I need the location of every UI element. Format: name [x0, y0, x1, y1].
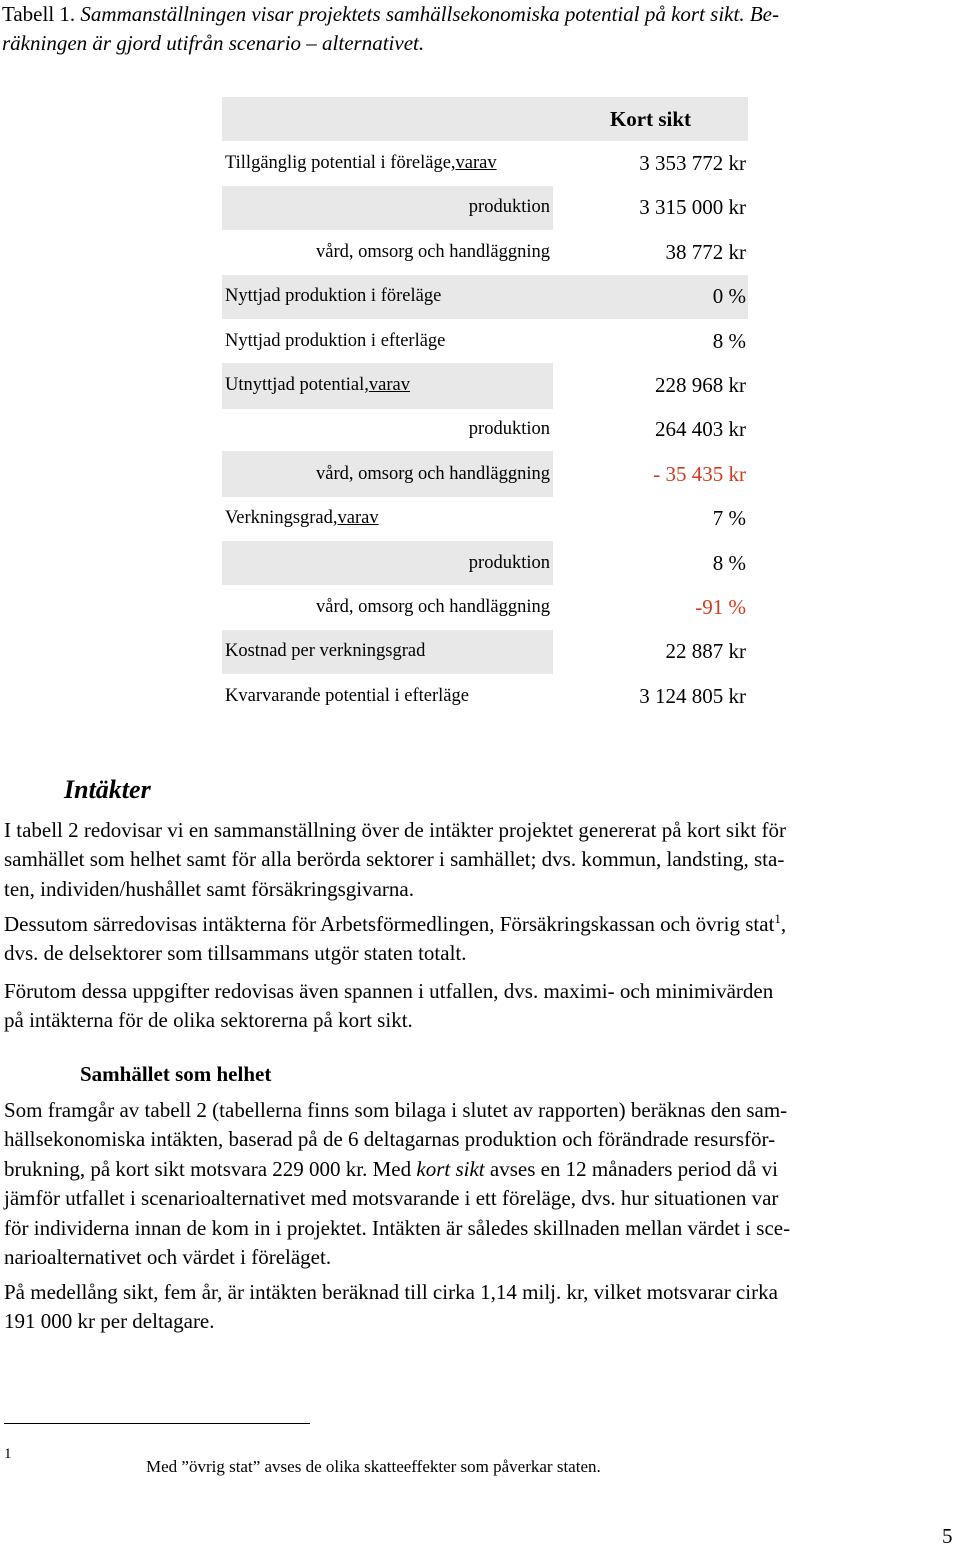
row-label: produktion [222, 541, 553, 585]
header-empty-cell [222, 97, 553, 141]
row-label-underlined: varav [455, 153, 497, 174]
row-value: 38 772 kr [665, 239, 746, 264]
row-label: Nyttjad produktion i föreläge [225, 286, 442, 307]
row-value: 228 968 kr [655, 373, 746, 398]
paragraph: I tabell 2 redovisar vi en sammanställning över de intäkter projektet genererat på kort sikt för samhället som helhet samt för alla berörda sektorer i samhället; dvs. kommun, landsting, sta- ten, individen/hushållet samt försäkringsgivarna. [4, 818, 786, 901]
caption-text-line1: Sammanställningen visar projektets samhällsekonomiska potential på kort sikt. Be- [80, 2, 779, 26]
table-row [222, 541, 748, 585]
row-value: 8 % [712, 550, 746, 575]
row-value-negative: -91 % [695, 594, 746, 619]
row-label: vård, omsorg och handläggning [316, 241, 550, 262]
page-number: 5 [942, 1524, 953, 1548]
table-row [222, 319, 748, 363]
footnote-separator [4, 1423, 310, 1424]
table-caption [2, 0, 952, 58]
row-value: 3 315 000 kr [639, 195, 746, 220]
table-header-row [222, 97, 748, 141]
row-value: 0 % [712, 284, 746, 309]
row-value: 7 % [712, 506, 746, 531]
row-label: Nyttjad produktion i efterläge [225, 330, 446, 351]
row-label: Utnyttjad potential, [225, 375, 369, 396]
table-row [222, 497, 748, 541]
row-label: produktion [222, 408, 553, 452]
row-label-underlined: varav [337, 508, 379, 529]
table-row [222, 230, 748, 274]
row-label: Kvarvarande potential i efterläge [225, 685, 469, 706]
table-row [222, 275, 748, 319]
footnote-number: 1 [4, 1446, 12, 1462]
row-label: vård, omsorg och handläggning [222, 452, 553, 496]
row-value: 3 353 772 kr [639, 151, 746, 176]
caption-text-line2: räkningen är gjord utifrån scenario – alternativet. [2, 31, 425, 55]
paragraph: På medellång sikt, fem år, är intäkten beräknad till cirka 1,14 milj. kr, vilket motsvarar cirka 191 000 kr per deltagare. [4, 1280, 778, 1334]
potential-table [222, 97, 748, 718]
table-row [222, 452, 748, 496]
table-row [222, 630, 748, 674]
row-label-underlined: varav [368, 375, 410, 396]
row-label: Tillgänglig potential i föreläge, [225, 153, 456, 174]
table-row [222, 363, 748, 407]
paragraph: Dessutom särredovisas intäkterna för Arbetsförmedlingen, Försäkringskassan och övrig stat$^1$, dvs. de delsektorer som tillsammans utgör staten totalt. [4, 911, 787, 966]
footnote-text: Med ”övrig stat” avses de olika skatteeffekter som påverkar staten. [146, 1457, 601, 1476]
subsection-heading: Samhället som helhet [80, 1062, 272, 1086]
table-row [222, 585, 748, 629]
table-row [222, 674, 748, 718]
row-label: Kostnad per verkningsgrad [222, 630, 553, 674]
paragraph: Som framgår av tabell 2 (tabellerna finns som bilaga i slutet av rapporten) beräknas den sam- hällsekonomiska intäkten, baserad på de 6 deltagarnas produktion och förändrade resursför- brukning, på kort sikt motsvara 229 000 kr. Med kort sikt avses en 12 månaders period då vi jämför utfallet i scenarioalternativet med motsvarande i ett föreläge, dvs. hur situationen var för individerna innan de kom in i projektet. Intäkten är således skillnaden mellan värdet i sce- narioalternativet och värdet i föreläget. [4, 1098, 791, 1270]
header-kort-sikt: Kort sikt [553, 97, 748, 141]
paragraph: Förutom dessa uppgifter redovisas även spannen i utfallen, dvs. maximi- och minimivärden på intäkterna för de olika sektorerna på kort sikt. [4, 979, 774, 1033]
table-row [222, 141, 748, 185]
row-label: produktion [222, 186, 553, 230]
caption-label: Tabell 1. [2, 2, 76, 26]
row-value: 22 887 kr [665, 639, 746, 664]
footnote-ref: 1 [774, 911, 781, 926]
row-value: 3 124 805 kr [639, 683, 746, 708]
table-row [222, 186, 748, 230]
row-value: 264 403 kr [655, 417, 746, 442]
section-heading: Intäkter [64, 775, 151, 804]
table-row [222, 408, 748, 452]
row-label: Verkningsgrad, [225, 508, 338, 529]
row-label: vård, omsorg och handläggning [316, 596, 550, 617]
row-value-negative: - 35 435 kr [653, 461, 746, 486]
row-value: 8 % [712, 328, 746, 353]
